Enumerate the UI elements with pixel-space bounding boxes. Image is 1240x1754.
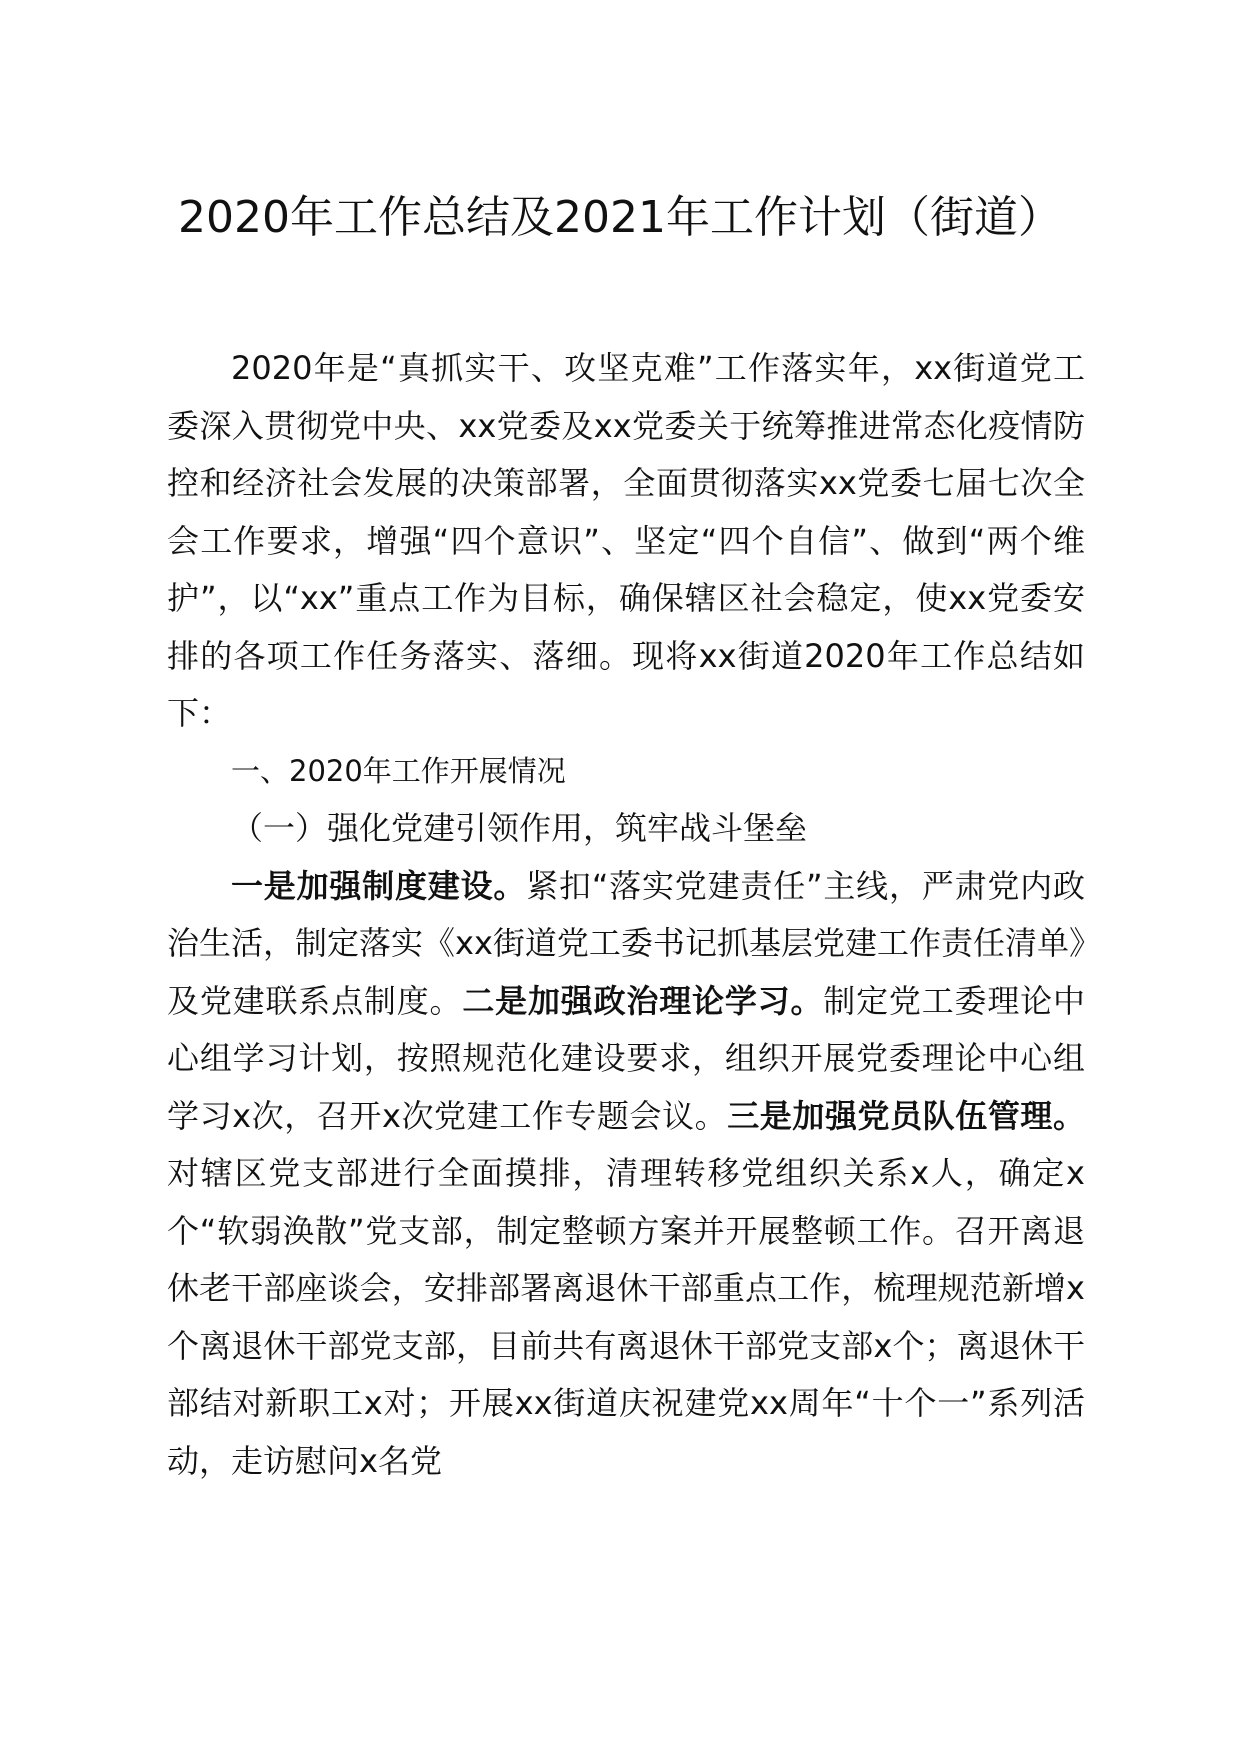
intro-paragraph: 2020年是“真抓实干、攻坚克难”工作落实年，xx街道党工委深入贯彻党中央、xx党委及xx党委关于统筹推进常态化疫情防控和经济社会发展的决策部署，全面贯彻落实xx党委七届七次全会工作要求，增强“四个意识”、坚定“四个自信”、做到“两个维护”，以“xx”重点工作为目标，确保辖区社会稳定，使xx党委安排的各项工作任务落实、落细。现将xx街道2020年工作总结如下： [167,349,1085,732]
subsection-heading: （一）强化党建引领作用，筑牢战斗堡垒 [231,809,808,847]
work-paragraph [167,858,1085,1491]
section-heading: 一、2020年工作开展情况 [231,753,566,788]
bold-lead-1: 一是加强制度建设。 [231,866,527,905]
bold-lead-3: 三是加强党员队伍管理。 [727,1096,1085,1135]
paragraph-text-3: 对辖区党支部进行全面摸排，清理转移党组织关系x人，确定x个“软弱涣散”党支部，制定整顿方案并开展整顿工作。召开离退休老干部座谈会，安排部署离退休干部重点工作，梳理规范新增x个离退休干部党支部，目前共有离退休干部党支部x个；离退休干部结对新职工x对；开展xx街道庆祝建党xx周年“十个一”系列活动，走访慰问x名党 [167,1154,1085,1480]
paragraph-text-1: 紧扣“落实党建责任”主线，严肃党内政治生活，制定落实《xx街道党工委书记抓基层党建工作责任清单》及党建联系点制度。 [167,866,1085,1020]
bold-lead-2: 二是加强政治理论学习。 [462,981,824,1020]
document-title: 2020年工作总结及2021年工作计划（街道） [178,192,1062,243]
document-body [167,340,1085,1490]
paragraph-text-2: 制定党工委理论中心组学习计划，按照规范化建设要求，组织开展党委理论中心组学习x次，召开x次党建工作专题会议。 [167,981,1085,1135]
